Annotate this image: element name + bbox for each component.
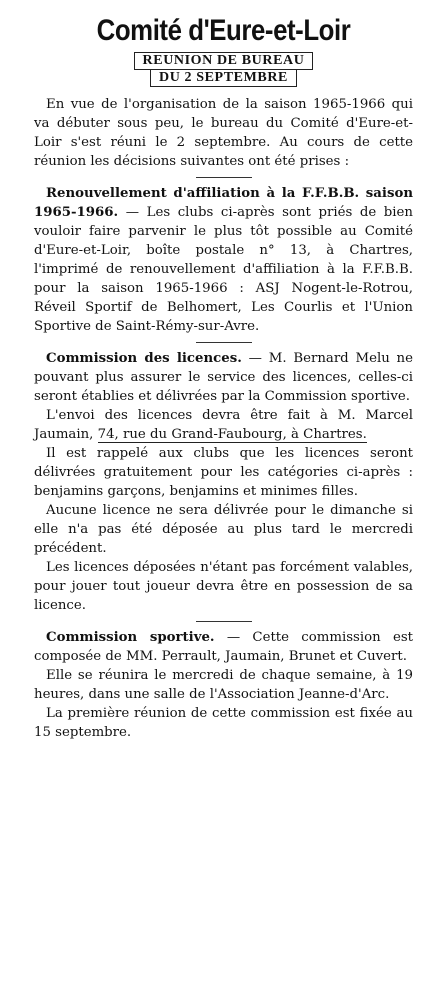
premiere-paragraph: La première réunion de cette commission est fixée au 15 septembre. xyxy=(34,706,413,740)
subtitle-line-1: REUNION DE BUREAU xyxy=(134,52,314,70)
envoi-text: L'envoi des licences devra être fait à M. Marcel Jaumain, xyxy=(34,408,413,442)
renouvellement-paragraph xyxy=(34,184,413,336)
section-divider xyxy=(196,342,252,343)
licences-heading: Commission des licences. xyxy=(46,351,242,366)
article-title: Comité d'Eure-et-Loir xyxy=(96,14,351,47)
article-subtitle xyxy=(34,52,413,87)
reunira-paragraph: Elle se réunira le mercredi de chaque semaine, à 19 heures, dans une salle de l'Association Jeanne-d'Arc. xyxy=(34,668,413,702)
section-divider xyxy=(196,621,252,622)
aucune-paragraph: Aucune licence ne sera délivrée pour le dimanche si elle n'a pas été déposée au plus tard le mercredi précédent. xyxy=(34,503,413,556)
intro-paragraph: En vue de l'organisation de la saison 1965-1966 qui va débuter sous peu, le bureau du Comité d'Eure-et-Loir s'est réuni le 2 septembre. Au cours de cette réunion les décisions suivantes ont été prises : xyxy=(34,97,413,169)
licences-paragraph xyxy=(34,349,413,406)
sportive-heading: Commission sportive. xyxy=(46,630,215,645)
sportive-text: — Cette commission est composée de MM. Perrault, Jaumain, Brunet et Cuvert. xyxy=(34,630,414,664)
deposees-paragraph: Les licences déposées n'étant pas forcément valables, pour jouer tout joueur devra être en possession de sa licence. xyxy=(34,560,413,613)
article-body xyxy=(34,95,413,742)
subtitle-line-2: DU 2 SEPTEMBRE xyxy=(150,70,297,87)
licences-text: — M. Bernard Melu ne pouvant plus assurer le service des licences, celles-ci seront établies et délivrées par la Commission sportive. xyxy=(34,351,413,404)
envoi-paragraph xyxy=(34,406,413,444)
renouvellement-text: — Les clubs ci-après sont priés de bien vouloir faire parvenir le plus tôt possible au Comité d'Eure-et-Loir, boîte postale n° 13, à Chartres, l'imprimé de renouvellement d'affiliation à la F.F.B.B. pour la saison 1965-1966 : ASJ Nogent-le-Rotrou, Réveil Sportif de Belhomert, Les Courlis et l'Union Sportive de Saint-Rémy-sur-Avre. xyxy=(34,205,413,334)
rappel-paragraph: Il est rappelé aux clubs que les licences seront délivrées gratuitement pour les catégories ci-après : benjamins garçons, benjamins et minimes filles. xyxy=(34,446,413,499)
envoi-address: 74, rue du Grand-Faubourg, à Chartres. xyxy=(97,427,367,442)
sportive-paragraph xyxy=(34,628,413,666)
renouvellement-heading: Renouvellement d'affiliation à la F.F.B.B. saison 1965-1966. xyxy=(34,186,413,220)
section-divider xyxy=(196,177,252,178)
